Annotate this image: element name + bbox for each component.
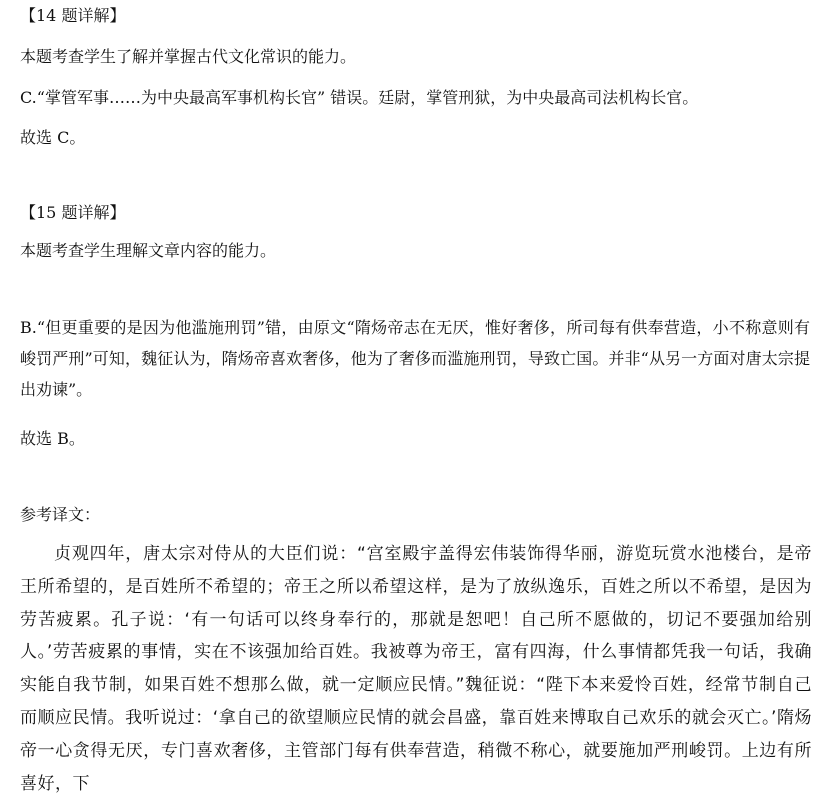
section-15-heading: 【15 题详解】 — [20, 203, 126, 222]
section-15-intro: 本题考查学生理解文章内容的能力。 — [20, 241, 277, 260]
reference-translation-text: 贞观四年，唐太宗对侍从的大臣们说：“宫室殿宇盖得宏伟装饰得华丽，游览玩赏水池楼台，是帝王所希望的，是百姓所不希望的；帝王之所以希望这样，是为了放纵逸乐，百姓之所以不希望，是因为劳苦疲累。孔子说：‘有一句话可以终身奉行的，那就是恕吧！自己所不愿做的，切记不要强加给别人。’劳苦疲累的事情，实在不该强加给百姓。我被尊为帝王，富有四海，什么事情都凭我一句话，我确实能自我节制，如果百姓不想那么做，就一定顺应民情。”魏征说：“陛下本来爱怜百姓，经常节制自己而顺应民情。我听说过：‘拿自己的欲望顺应民情的就会昌盛，靠百姓来博取自己欢乐的就会灭亡。’隋炀帝一心贪得无厌，专门喜欢奢侈，主管部门每有供奉营造，稍微不称心，就要施加严刑峻罚。上边有所喜好，下 — [20, 544, 812, 794]
section-14-conclusion: 故选 C。 — [20, 128, 86, 147]
section-15-conclusion: 故选 B。 — [20, 429, 85, 448]
section-14-intro: 本题考查学生了解并掌握古代文化常识的能力。 — [20, 47, 357, 66]
section-14-heading: 【14 题详解】 — [20, 6, 126, 25]
section-15-analysis: B.“但更重要的是因为他滥施刑罚”错，由原文“隋炀帝志在无厌，惟好奢侈，所司每有供奉营造，小不称意则有峻罚严刑”可知，魏征认为，隋炀帝喜欢奢侈，他为了奢侈而滥施刑罚，导致亡国。并非“从另一方面对唐太宗提出劝谏”。 — [20, 318, 810, 399]
reference-translation-label: 参考译文： — [20, 505, 101, 524]
section-14-analysis: C.“掌管军事……为中央最高军事机构长官” 错误。廷尉，掌管刑狱，为中央最高司法机构长官。 — [20, 88, 699, 107]
